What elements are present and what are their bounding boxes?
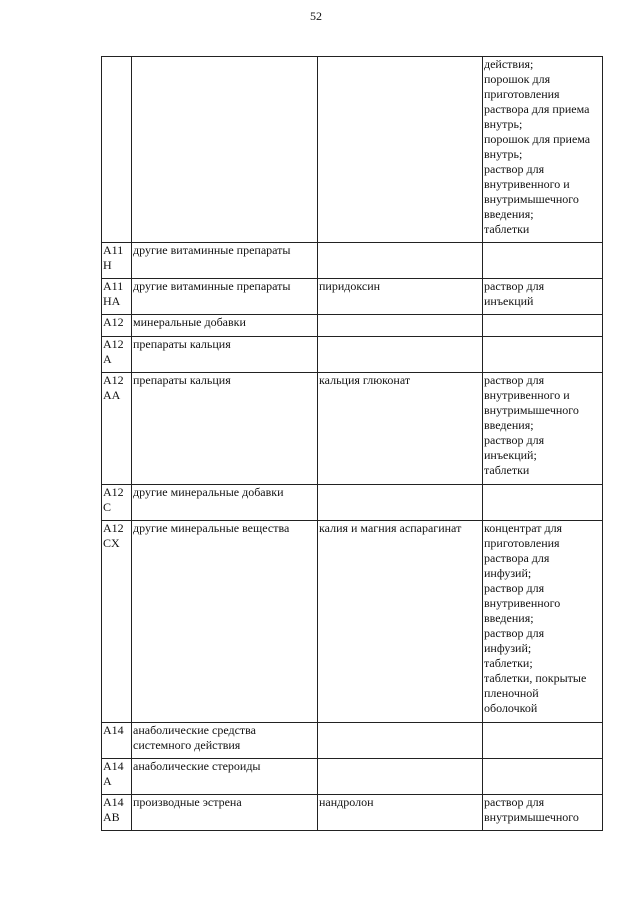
cell-line: раствор для bbox=[484, 581, 545, 595]
dosage-form-cell bbox=[483, 337, 603, 373]
drug-name-cell bbox=[318, 759, 483, 795]
cell-line: A14 bbox=[103, 759, 124, 773]
cell-line: оболочкой bbox=[484, 701, 538, 715]
atc-code-cell bbox=[102, 57, 132, 243]
atc-code-cell bbox=[102, 337, 132, 373]
cell-line: A12 bbox=[103, 373, 124, 387]
atc-code-cell bbox=[102, 723, 132, 759]
cell-line: AB bbox=[103, 810, 120, 824]
atc-code-cell bbox=[102, 315, 132, 337]
cell-line: A11 bbox=[103, 279, 124, 293]
cell-line: анаболические стероиды bbox=[133, 759, 261, 773]
dosage-form-cell bbox=[483, 485, 603, 521]
drug-name-cell bbox=[318, 521, 483, 723]
cell-line: другие минеральные добавки bbox=[133, 485, 284, 499]
anatomical-group-cell bbox=[132, 337, 318, 373]
cell-line: кальция глюконат bbox=[319, 373, 411, 387]
cell-line: действия; bbox=[484, 57, 534, 71]
anatomical-group-cell bbox=[132, 315, 318, 337]
cell-line: таблетки; bbox=[484, 656, 533, 670]
cell-line: системного действия bbox=[133, 738, 241, 752]
cell-line: раствор для bbox=[484, 373, 545, 387]
cell-line: A bbox=[103, 774, 112, 788]
cell-line: HA bbox=[103, 294, 121, 308]
cell-line: внутрь; bbox=[484, 117, 523, 131]
atc-code-cell bbox=[102, 485, 132, 521]
drug-name-cell bbox=[318, 243, 483, 279]
table-row bbox=[102, 279, 603, 315]
cell-line: препараты кальция bbox=[133, 337, 231, 351]
cell-line: другие витаминные препараты bbox=[133, 279, 291, 293]
cell-line: другие минеральные вещества bbox=[133, 521, 290, 535]
table-row bbox=[102, 243, 603, 279]
drug-name-cell bbox=[318, 373, 483, 485]
atc-code-cell bbox=[102, 373, 132, 485]
dosage-form-cell bbox=[483, 521, 603, 723]
cell-line: внутримышечного bbox=[484, 192, 579, 206]
cell-line: инфузий; bbox=[484, 641, 532, 655]
cell-line: препараты кальция bbox=[133, 373, 231, 387]
cell-line: анаболические средства bbox=[133, 723, 256, 737]
cell-line: раствора для bbox=[484, 551, 550, 565]
cell-line: приготовления bbox=[484, 87, 560, 101]
cell-line: внутривенного и bbox=[484, 177, 570, 191]
cell-line: раствор для bbox=[484, 626, 545, 640]
cell-line: раствор для bbox=[484, 162, 545, 176]
drug-name-cell bbox=[318, 337, 483, 373]
cell-line: A12 bbox=[103, 485, 124, 499]
cell-line: таблетки, покрытые bbox=[484, 671, 587, 685]
cell-line: H bbox=[103, 258, 112, 272]
anatomical-group-cell bbox=[132, 521, 318, 723]
cell-line: другие витаминные препараты bbox=[133, 243, 291, 257]
cell-line: нандролон bbox=[319, 795, 374, 809]
cell-line: приготовления bbox=[484, 536, 560, 550]
drug-name-cell bbox=[318, 279, 483, 315]
drug-name-cell bbox=[318, 57, 483, 243]
cell-line: таблетки bbox=[484, 463, 530, 477]
anatomical-group-cell bbox=[132, 243, 318, 279]
cell-line: введения; bbox=[484, 611, 534, 625]
cell-line: минеральные добавки bbox=[133, 315, 246, 329]
cell-line: пленочной bbox=[484, 686, 539, 700]
dosage-form-cell bbox=[483, 315, 603, 337]
cell-line: раствор для bbox=[484, 795, 545, 809]
atc-code-cell bbox=[102, 795, 132, 831]
drug-name-cell bbox=[318, 723, 483, 759]
cell-line: A12 bbox=[103, 521, 124, 535]
cell-line: раствор для bbox=[484, 279, 545, 293]
table-row bbox=[102, 759, 603, 795]
cell-line: введения; bbox=[484, 418, 534, 432]
table-row bbox=[102, 373, 603, 485]
cell-line: порошок для приема bbox=[484, 132, 591, 146]
anatomical-group-cell bbox=[132, 279, 318, 315]
cell-line: инфузий; bbox=[484, 566, 532, 580]
anatomical-group-cell bbox=[132, 485, 318, 521]
cell-line: A12 bbox=[103, 337, 124, 351]
cell-line: A12 bbox=[103, 315, 124, 329]
drug-name-cell bbox=[318, 795, 483, 831]
cell-line: раствор для bbox=[484, 433, 545, 447]
table-row bbox=[102, 485, 603, 521]
atc-code-cell bbox=[102, 521, 132, 723]
anatomical-group-cell bbox=[132, 795, 318, 831]
cell-line: калия и магния аспарагинат bbox=[319, 521, 462, 535]
atc-code-cell bbox=[102, 759, 132, 795]
cell-line: внутривенного и bbox=[484, 388, 570, 402]
cell-line: концентрат для bbox=[484, 521, 563, 535]
dosage-form-cell bbox=[483, 243, 603, 279]
cell-line: A bbox=[103, 352, 112, 366]
anatomical-group-cell bbox=[132, 57, 318, 243]
cell-line: внутривенного bbox=[484, 596, 561, 610]
table-row bbox=[102, 57, 603, 243]
dosage-form-cell bbox=[483, 723, 603, 759]
cell-line: введения; bbox=[484, 207, 534, 221]
dosage-form-cell bbox=[483, 279, 603, 315]
atc-code-cell bbox=[102, 243, 132, 279]
cell-line: порошок для bbox=[484, 72, 551, 86]
cell-line: инъекций bbox=[484, 294, 534, 308]
drug-name-cell bbox=[318, 315, 483, 337]
table-row bbox=[102, 521, 603, 723]
anatomical-group-cell bbox=[132, 759, 318, 795]
cell-line: раствора для приема bbox=[484, 102, 590, 116]
table-body bbox=[102, 57, 603, 831]
dosage-form-cell bbox=[483, 57, 603, 243]
cell-line: CX bbox=[103, 536, 120, 550]
table-row bbox=[102, 315, 603, 337]
cell-line: A14 bbox=[103, 795, 124, 809]
page-number: 52 bbox=[310, 9, 322, 23]
cell-line: таблетки bbox=[484, 222, 530, 236]
cell-line: производные эстрена bbox=[133, 795, 242, 809]
drug-name-cell bbox=[318, 485, 483, 521]
cell-line: A11 bbox=[103, 243, 124, 257]
cell-line: внутримышечного bbox=[484, 403, 579, 417]
table-row bbox=[102, 795, 603, 831]
cell-line: AA bbox=[103, 388, 121, 402]
table-row bbox=[102, 337, 603, 373]
cell-line: инъекций; bbox=[484, 448, 537, 462]
cell-line: C bbox=[103, 500, 112, 514]
atc-code-cell bbox=[102, 279, 132, 315]
anatomical-group-cell bbox=[132, 723, 318, 759]
cell-line: пиридоксин bbox=[319, 279, 381, 293]
anatomical-group-cell bbox=[132, 373, 318, 485]
cell-line: A14 bbox=[103, 723, 124, 737]
dosage-form-cell bbox=[483, 795, 603, 831]
dosage-form-cell bbox=[483, 373, 603, 485]
drug-list-table bbox=[101, 56, 603, 831]
table-row bbox=[102, 723, 603, 759]
dosage-form-cell bbox=[483, 759, 603, 795]
cell-line: внутримышечного bbox=[484, 810, 579, 824]
cell-line: внутрь; bbox=[484, 147, 523, 161]
